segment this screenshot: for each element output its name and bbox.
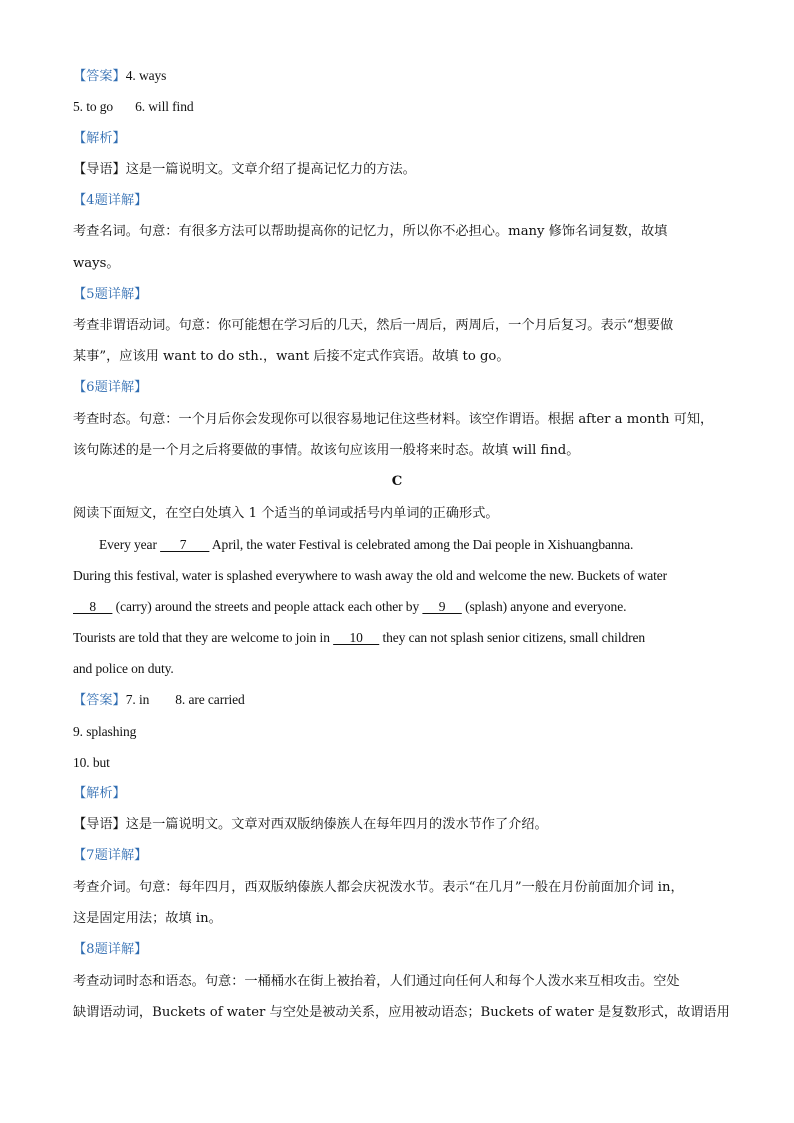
analysis-tag: 【解析】 — [73, 786, 126, 801]
answer-5: 5. to go — [73, 99, 114, 114]
passage-line-2: During this festival, water is splashed everywhere to wash away the old and welcome the new. Buckets of water — [73, 568, 668, 583]
guide-tag: 【导语】 — [73, 817, 126, 832]
passage-text: Tourists are told that they are welcome to join in — [73, 630, 334, 645]
passage-text: (carry) around the streets and people attack each other by — [112, 599, 423, 614]
q8-tag: 【8题详解】 — [73, 942, 148, 957]
answer-line-4 — [73, 67, 733, 85]
q8-explanation-2: 缺谓语动词，Buckets of water 与空处是被动关系，应用被动语态；Buckets of water 是复数形式，故谓语用 — [73, 1005, 730, 1020]
q8-explanation-1: 考查动词时态和语态。句意：一桶桶水在街上被抬着，人们通过向任何人和每个人泼水来互相攻击。空处 — [73, 974, 680, 989]
answer-10: 10. but — [73, 755, 110, 770]
answer-8: 8. are carried — [175, 692, 245, 707]
q5-heading — [73, 286, 733, 304]
blank-10: 10 — [333, 630, 380, 645]
q5-explanation-1: 考查非谓语动词。句意：你可能想在学习后的几天，然后一周后，两周后，一个月后复习。表示“想要做 — [73, 318, 674, 333]
passage-text: (splash) anyone and everyone. — [461, 599, 627, 614]
q7-explanation-2: 这是固定用法；故填 in。 — [73, 911, 222, 926]
analysis-tag: 【解析】 — [73, 131, 126, 146]
q6-explanation-2: 该句陈述的是一个月之后将要做的事情。故该句应该用一般将来时态。故填 will find。 — [73, 443, 580, 458]
q4-explanation-1: 考查名词。句意：有很多方法可以帮助提高你的记忆力，所以你不必担心。many 修饰名词复数，故填 — [73, 224, 668, 239]
guide-tag: 【导语】 — [73, 162, 126, 177]
analysis-heading-c — [73, 785, 733, 803]
section-c-heading: C — [391, 474, 403, 489]
q4-tag: 【4题详解】 — [73, 193, 148, 208]
guide-line-c — [73, 816, 733, 834]
passage-text: April, the water Festival is celebrated among the Dai people in Xishuangbanna. — [209, 537, 634, 552]
q7-heading — [73, 847, 733, 865]
passage-line-1 — [99, 536, 759, 554]
answer-line-5-6 — [73, 98, 733, 116]
guide-line-b — [73, 161, 733, 179]
answer-9: 9. splashing — [73, 724, 137, 739]
answer-line-7-8 — [73, 691, 733, 709]
passage-line-5: and police on duty. — [73, 661, 174, 676]
answer-tag: 【答案】 — [73, 69, 126, 84]
passage-text: they can not splash senior citizens, small children — [379, 630, 646, 645]
passage-line-3 — [73, 598, 733, 616]
blank-7: 7 — [160, 537, 210, 552]
passage-text: Every year — [99, 537, 161, 552]
guide-text: 这是一篇说明文。文章对西双版纳傣族人在每年四月的泼水节作了介绍。 — [125, 817, 548, 832]
section-c-instruction: 阅读下面短文，在空白处填入 1 个适当的单词或括号内单词的正确形式。 — [73, 506, 499, 521]
analysis-heading — [73, 130, 733, 148]
q7-explanation-1: 考查介词。句意：每年四月，西双版纳傣族人都会庆祝泼水节。表示“在几月”一般在月份前面加介词 in， — [73, 880, 684, 895]
guide-text: 这是一篇说明文。文章介绍了提高记忆力的方法。 — [125, 162, 416, 177]
blank-8: 8 — [73, 599, 113, 614]
answer-6: 6. will find — [135, 99, 194, 114]
q6-heading — [73, 379, 733, 397]
answer-4: 4. ways — [125, 68, 167, 83]
q6-explanation-1: 考查时态。句意：一个月后你会发现你可以很容易地记住这些材料。该空作谓语。根据 after a month 可知， — [73, 412, 714, 427]
blank-9: 9 — [422, 599, 462, 614]
passage-line-4 — [73, 629, 733, 647]
q5-tag: 【5题详解】 — [73, 287, 148, 302]
q5-explanation-2: 某事”，应该用 want to do sth.，want 后接不定式作宾语。故填 to go。 — [73, 349, 510, 364]
q7-tag: 【7题详解】 — [73, 848, 148, 863]
answer-7: 7. in — [125, 692, 150, 707]
q4-heading — [73, 192, 733, 210]
q4-explanation-2: ways。 — [73, 256, 120, 271]
q8-heading — [73, 941, 733, 959]
q6-tag: 【6题详解】 — [73, 380, 148, 395]
answer-tag: 【答案】 — [73, 693, 126, 708]
